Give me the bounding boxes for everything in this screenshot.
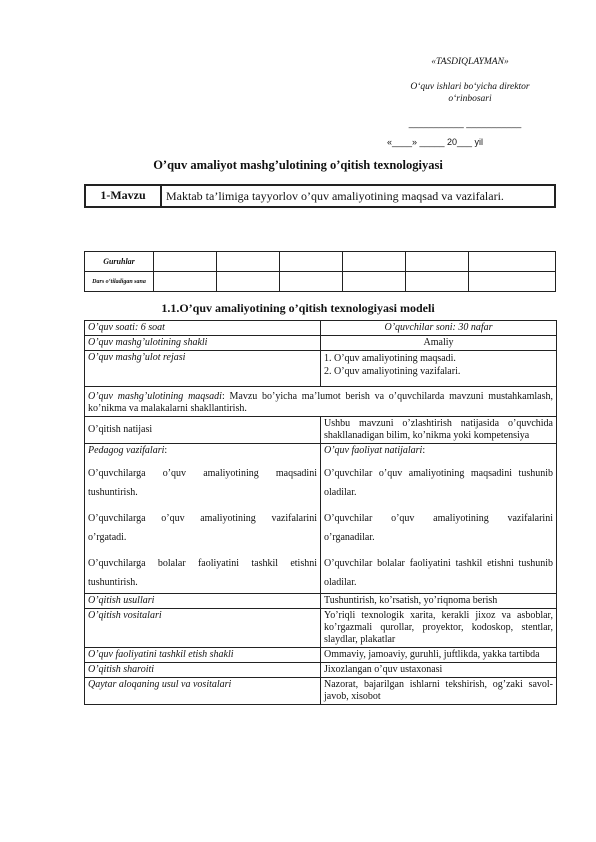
means-value: Yo’riqli texnologik xarita, kerakli jixoz va asboblar, ko’rgazmali qurollar, proyektor, kodoskop, stentlar, slaydlar, plakatlar <box>321 609 557 648</box>
group-cell <box>154 252 217 272</box>
organization-value: Ommaviy, jamoaviy, guruhli, juftlikda, yakka tartibda <box>321 648 557 663</box>
students-cell: O’quvchilar soni: 30 nafar <box>321 321 557 336</box>
topic-text: Maktab ta’limiga tayyorlov o’quv amaliyotining maqsad va vazifalari. <box>161 185 555 207</box>
activity-result-item: O’quvchilar bolalar faoliyatini tashkil etishni tushunib oladilar. <box>324 558 553 588</box>
model-title: 1.1.O’quv amaliyotining o’qitish texnologiyasi modeli <box>161 301 435 315</box>
approval-position-line2: o‘rinbosari <box>448 94 492 104</box>
conditions-label: O’qitish sharoiti <box>85 663 321 678</box>
organization-label: O’quv faoliyatini tashkil etish shakli <box>85 648 321 663</box>
feedback-label: Qaytar aloqaning usul va vositalari <box>85 678 321 705</box>
form-label: O’quv mashg’ulotining shakli <box>85 336 321 351</box>
date-cell <box>343 272 406 292</box>
plan-value <box>321 351 557 387</box>
page-title: O’quv amaliyot mashg’ulotining o’qitish texnologiyasi <box>153 158 443 172</box>
topic-label: 1-Mavzu <box>85 185 161 207</box>
date-cell <box>406 272 469 292</box>
group-cell <box>280 252 343 272</box>
topic-table <box>84 184 556 208</box>
pedagog-task-item: O’quvchilarga bolalar faoliyatini tashkil etishni tushuntirish. <box>88 558 317 588</box>
plan-item: 1. O’quv amaliyotining maqsadi. <box>324 353 456 364</box>
model-table <box>84 320 557 705</box>
groups-label: Guruhlar <box>85 252 154 272</box>
hours-cell: O’quv soati: 6 soat <box>85 321 321 336</box>
groups-table <box>84 251 556 292</box>
conditions-value: Jixozlangan o’quv ustaxonasi <box>321 663 557 678</box>
lesson-date-label: Dars o‘tiladigan sana <box>85 272 154 292</box>
pedagog-task-item: O’quvchilarga o’quv amaliyotining maqsadini tushuntirish. <box>88 468 317 498</box>
activity-result-item: O’quvchilar o’quv amaliyotining vazifalarini o’rganadilar. <box>324 513 553 543</box>
approval-heading: «TASDIQLAYMAN» <box>431 57 509 67</box>
date-cell <box>469 272 556 292</box>
form-value: Amaliy <box>321 336 557 351</box>
activity-result-item: O’quvchilar o’quv amaliyotining maqsadini tushunib oladilar. <box>324 468 553 498</box>
date-cell <box>154 272 217 292</box>
group-cell <box>406 252 469 272</box>
group-cell <box>469 252 556 272</box>
plan-item: 2. O’quv amaliyotining vazifalari. <box>324 366 461 377</box>
approval-signature-line: ___________ ___________ <box>408 118 522 128</box>
group-cell <box>217 252 280 272</box>
goal-cell <box>85 387 557 417</box>
result-value: Ushbu mavzuni o’zlashtirish natijasida o’quvchida shakllanadigan bilim, ko’nikma yoki kompetensiya <box>321 417 557 444</box>
approval-date-line: «____» _____ 20___ yil <box>386 137 484 147</box>
methods-label: O’qitish usullari <box>85 594 321 609</box>
pedagog-task-item: O’quvchilarga o’quv amaliyotining vazifalarini o’rgatadi. <box>88 513 317 543</box>
goal-label: O’quv mashg’ulotining maqsadi <box>88 391 222 402</box>
activity-results-title: O’quv faoliyat natijalari <box>324 445 423 456</box>
date-cell <box>280 272 343 292</box>
plan-label: O’quv mashg’ulot rejasi <box>85 351 321 387</box>
pedagog-tasks: Pedagog vazifalari: O’quvchilarga o’quv amaliyotining maqsadini tushuntirish. O’quvchilarga o’quv amaliyotining vazifalarini o’rgatadi. O’quvchilarga bolalar faoliyatini tashkil etishni tushuntirish. <box>85 444 321 594</box>
approval-position-line1: O‘quv ishlari bo‘yicha direktor <box>410 82 530 92</box>
activity-results: O’quv faoliyat natijalari: O’quvchilar o’quv amaliyotining maqsadini tushunib oladilar. O’quvchilar o’quv amaliyotining vazifalarini o’rganadilar. O’quvchilar bolalar faoliyatini tashkil etishni tushunib oladilar. <box>321 444 557 594</box>
methods-value: Tushuntirish, ko’rsatish, yo’riqnoma berish <box>321 594 557 609</box>
goal-text: : Mavzu bo’yicha ma’lumot berish va o’quvchilarda mavzuni mustahkamlash, ko’nikma va malakalarni shakllantirish. <box>88 391 553 414</box>
means-label: O’qitish vositalari <box>85 609 321 648</box>
pedagog-tasks-title: Pedagog vazifalari <box>88 445 165 456</box>
date-cell <box>217 272 280 292</box>
feedback-value: Nazorat, bajarilgan ishlarni tekshirish, og’zaki savol-javob, xisobot <box>321 678 557 705</box>
result-label: O’qitish natijasi <box>85 417 321 444</box>
group-cell <box>343 252 406 272</box>
